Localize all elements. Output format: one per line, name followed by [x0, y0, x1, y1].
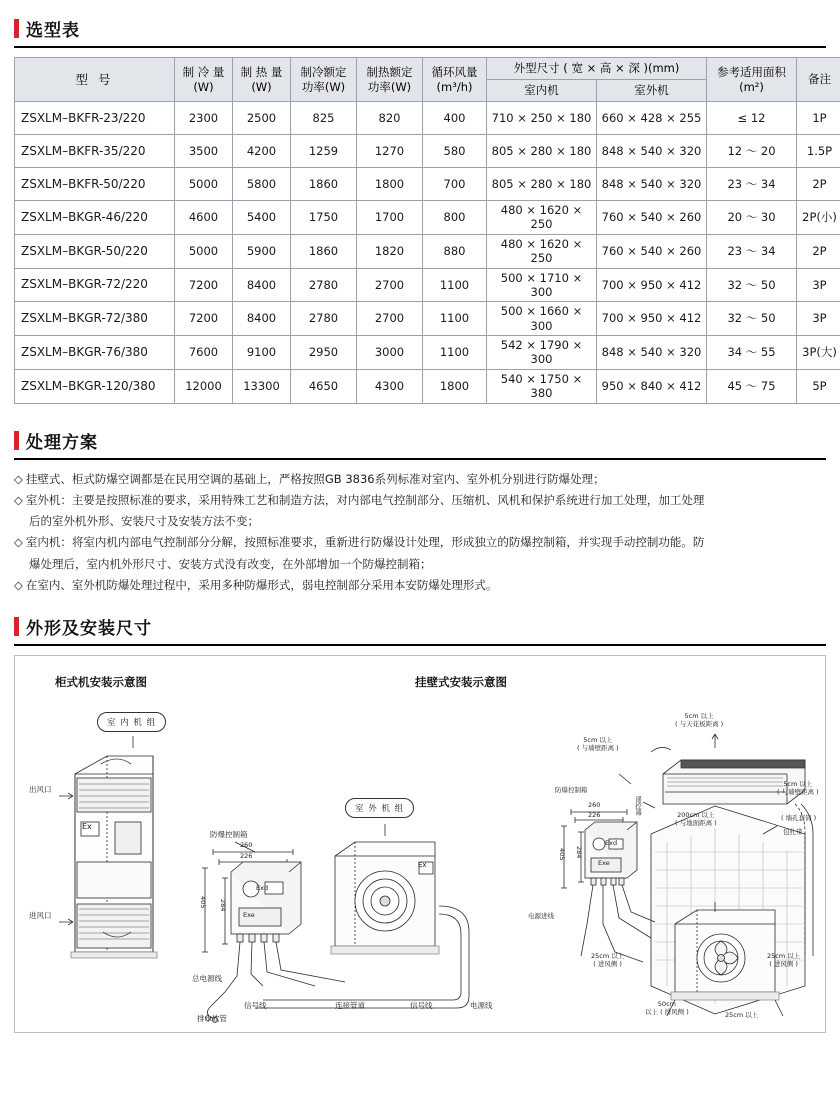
solution-item-text: 室外机：主要是按照标准的要求，采用特殊工艺和制造方法，对内部电气控制部分、压缩机、风机和保护系统进行加工处理，加工处理 — [25, 492, 705, 507]
cell-cooling-power: 1750 — [291, 201, 357, 235]
solution-item-continuation: 后的室外机外形、安装尺寸及安装方法不变； — [29, 514, 259, 529]
col-heating-power-label: 制热额定 — [366, 65, 413, 80]
cell-remark: 1.5P — [797, 135, 840, 168]
table-row — [15, 369, 840, 403]
pipe-label: 连接管道 — [335, 1001, 365, 1011]
cell-cooling: 3500 — [175, 135, 233, 168]
table-body — [15, 102, 840, 404]
cell-remark: 2P(小) — [797, 201, 840, 235]
cell-airflow: 700 — [423, 168, 487, 201]
wallmount-diagram-title: 挂壁式安装示意图 — [415, 675, 507, 690]
power-line-label: 电源线 — [470, 1001, 493, 1011]
inlet-left-label: 25cm 以上 ( 进风侧 ) — [591, 952, 625, 969]
dim-260-right: 260 — [588, 801, 601, 810]
dim-260-left: 260 — [240, 841, 253, 850]
cell-outdoor-dim: 760 × 540 × 260 — [597, 201, 707, 235]
table-header-row-1 — [15, 58, 840, 80]
cell-model: ZSXLM–BKFR-23/220 — [15, 102, 175, 135]
col-heating-power — [357, 58, 423, 102]
power-inlet-label: 电源进线 — [528, 912, 554, 921]
cell-heating: 8400 — [233, 302, 291, 336]
cell-area: 34 ～ 55 — [707, 336, 797, 370]
remote-controller-label: 遥控器 — [634, 796, 643, 816]
table-row — [15, 135, 840, 168]
drain-hose-label: 排水软管 — [197, 1014, 227, 1024]
cell-outdoor-dim: 700 × 950 × 412 — [597, 302, 707, 336]
cell-indoor-dim: 540 × 1750 × 380 — [487, 369, 597, 403]
exd-label-left: Exd — [256, 884, 269, 893]
cell-model: ZSXLM–BKGR-72/380 — [15, 302, 175, 336]
cell-outdoor-dim: 848 × 540 × 320 — [597, 168, 707, 201]
cell-heating: 8400 — [233, 268, 291, 302]
cell-airflow: 400 — [423, 102, 487, 135]
signal-line-label-1: 信号线 — [244, 1001, 267, 1011]
diamond-icon: ◇ — [14, 492, 23, 507]
cell-cooling: 7200 — [175, 268, 233, 302]
cell-heating-power: 2700 — [357, 302, 423, 336]
table-row — [15, 201, 840, 235]
cell-heating-power: 1270 — [357, 135, 423, 168]
col-cooling-power-unit: 功率(W) — [301, 79, 346, 94]
section-header-selection-table — [14, 16, 826, 48]
control-box-label-left: 防爆控制箱 — [210, 830, 248, 840]
solution-item — [14, 469, 826, 490]
control-box-label-right: 防爆控制箱 — [555, 786, 588, 795]
exe-label-left: Exe — [243, 911, 255, 920]
cell-outdoor-dim: 950 × 840 × 412 — [597, 369, 707, 403]
col-cooling-power — [291, 58, 357, 102]
solution-item — [14, 532, 826, 553]
col-dimension-outdoor: 室外机 — [597, 80, 707, 102]
solution-item — [14, 575, 826, 596]
specification-table — [14, 57, 840, 404]
cell-model: ZSXLM–BKFR-35/220 — [15, 135, 175, 168]
cell-indoor-dim: 710 × 250 × 180 — [487, 102, 597, 135]
cell-cooling-power: 1860 — [291, 234, 357, 268]
inlet-bottom-label: 25cm 以上 — [725, 1011, 759, 1020]
cell-model: ZSXLM–BKGR-120/380 — [15, 369, 175, 403]
table-row — [15, 302, 840, 336]
table-row — [15, 336, 840, 370]
col-cooling-capacity-unit: (W) — [193, 79, 214, 94]
outlet-bottom-label: 50cm 以上 ( 排风侧 ) — [645, 1000, 689, 1017]
cell-area: 23 ～ 34 — [707, 168, 797, 201]
solution-item — [14, 490, 826, 511]
diamond-icon: ◇ — [14, 471, 23, 486]
solution-item-text: 室内机：将室内机内部电气控制部分分解，按照标准要求，重新进行防爆设计处理，形成独立的防爆控制箱，并实现手动控制功能。防 — [25, 535, 705, 550]
air-outlet-label: 出风口 — [29, 785, 52, 795]
col-airflow-label: 循环风量 — [431, 65, 478, 80]
table-row — [15, 168, 840, 201]
cell-remark: 5P — [797, 369, 840, 403]
cell-outdoor-dim: 700 × 950 × 412 — [597, 268, 707, 302]
diamond-icon: ◇ — [14, 535, 23, 550]
installation-diagram-box — [14, 655, 826, 1033]
accent-bar — [14, 19, 19, 38]
signal-line-label-2: 信号线 — [410, 1001, 433, 1011]
section-header-solution — [14, 428, 826, 460]
wall-distance-left-label: 5cm 以上 ( 与墙壁距离 ) — [577, 736, 619, 753]
cell-indoor-dim: 805 × 280 × 180 — [487, 168, 597, 201]
cell-model: ZSXLM–BKGR-72/220 — [15, 268, 175, 302]
cell-cooling: 7200 — [175, 302, 233, 336]
cell-indoor-dim: 480 × 1620 × 250 — [487, 234, 597, 268]
cell-remark: 2P — [797, 168, 840, 201]
col-dimension: 外型尺寸 ( 宽 × 高 × 深 )(mm) — [487, 58, 707, 80]
cell-model: ZSXLM–BKGR-76/380 — [15, 336, 175, 370]
col-remark: 备注 — [797, 58, 840, 102]
cell-heating: 5900 — [233, 234, 291, 268]
dim-226-left: 226 — [240, 852, 253, 861]
cell-cooling: 7600 — [175, 336, 233, 370]
cell-cooling-power: 1860 — [291, 168, 357, 201]
diamond-icon: ◇ — [14, 577, 23, 592]
col-airflow — [423, 58, 487, 102]
cell-area: 32 ～ 50 — [707, 268, 797, 302]
cell-cooling-power: 2780 — [291, 268, 357, 302]
cell-model: ZSXLM–BKGR-50/220 — [15, 234, 175, 268]
cell-heating-power: 1700 — [357, 201, 423, 235]
table-row — [15, 234, 840, 268]
cell-heating: 4200 — [233, 135, 291, 168]
col-heating-capacity-unit: (W) — [251, 79, 272, 94]
cell-indoor-dim: 805 × 280 × 180 — [487, 135, 597, 168]
cell-airflow: 800 — [423, 201, 487, 235]
cell-cooling-power: 825 — [291, 102, 357, 135]
table-head — [15, 58, 840, 102]
cell-remark: 3P — [797, 268, 840, 302]
cell-indoor-dim: 500 × 1710 × 300 — [487, 268, 597, 302]
col-cooling-capacity — [175, 58, 233, 102]
cell-area: 12 ～ 20 — [707, 135, 797, 168]
cell-cooling-power: 2780 — [291, 302, 357, 336]
cell-area: 32 ～ 50 — [707, 302, 797, 336]
cell-heating-power: 3000 — [357, 336, 423, 370]
cell-heating-power: 2700 — [357, 268, 423, 302]
col-cooling-capacity-label: 制 冷 量 — [182, 65, 225, 80]
cell-area: ≤ 12 — [707, 102, 797, 135]
cell-cooling-power: 4650 — [291, 369, 357, 403]
solution-item-continuation: 爆处理后，室内机外形尺寸、安装方式没有改变，在外部增加一个防爆控制箱； — [29, 556, 432, 571]
cell-area: 45 ～ 75 — [707, 369, 797, 403]
cell-indoor-dim: 500 × 1660 × 300 — [487, 302, 597, 336]
col-heating-power-unit: 功率(W) — [367, 79, 412, 94]
cell-heating: 2500 — [233, 102, 291, 135]
cell-airflow: 880 — [423, 234, 487, 268]
accent-bar — [14, 431, 19, 450]
col-model: 型 号 — [15, 58, 175, 102]
cell-remark: 3P — [797, 302, 840, 336]
ex-mark-indoor: Ex — [82, 822, 92, 832]
col-cooling-power-label: 制冷额定 — [300, 65, 347, 80]
col-area-unit: (m²) — [739, 79, 764, 94]
col-area-label: 参考适用面积 — [717, 65, 786, 80]
cell-cooling: 5000 — [175, 234, 233, 268]
cell-area: 20 ～ 30 — [707, 201, 797, 235]
cell-heating-power: 4300 — [357, 369, 423, 403]
dimension-title: 外形及安装尺寸 — [26, 619, 152, 640]
cell-model: ZSXLM–BKFR-50/220 — [15, 168, 175, 201]
indoor-unit-callout: 室 内 机 组 — [97, 712, 166, 732]
solution-title: 处理方案 — [26, 432, 98, 453]
col-airflow-unit: (m³/h) — [436, 79, 473, 94]
cell-cooling: 4600 — [175, 201, 233, 235]
cell-cooling-power: 2950 — [291, 336, 357, 370]
cell-outdoor-dim: 848 × 540 × 320 — [597, 135, 707, 168]
tape-label: 包扎带 — [783, 828, 803, 837]
cell-outdoor-dim: 848 × 540 × 320 — [597, 336, 707, 370]
dim-405-left: 405 — [199, 896, 208, 909]
cell-airflow: 1800 — [423, 369, 487, 403]
solution-text — [14, 469, 826, 597]
col-dimension-indoor: 室内机 — [487, 80, 597, 102]
solution-item-text: 在室内、室外机防爆处理过程中，采用多种防爆形式，弱电控制部分采用本安防爆处理形式。 — [25, 577, 498, 592]
ceiling-distance-label: 5cm 以上 ( 与天花板距离 ) — [675, 712, 724, 729]
cell-heating: 13300 — [233, 369, 291, 403]
inlet-right-label: 25cm 以上 ( 进风侧 ) — [767, 952, 801, 969]
accent-bar — [14, 617, 19, 636]
cell-heating: 9100 — [233, 336, 291, 370]
cell-remark: 2P — [797, 234, 840, 268]
section-header-dimensions — [14, 614, 826, 646]
cell-outdoor-dim: 660 × 428 × 255 — [597, 102, 707, 135]
col-heating-capacity — [233, 58, 291, 102]
cell-heating: 5800 — [233, 168, 291, 201]
ground-distance-label: 200cm 以上 ( 与地面距离 ) — [675, 811, 717, 828]
table-row — [15, 268, 840, 302]
cell-heating: 5400 — [233, 201, 291, 235]
cell-remark: 3P(大) — [797, 336, 840, 370]
cell-cooling: 2300 — [175, 102, 233, 135]
solution-item-text: 挂壁式、柜式防爆空调都是在民用空调的基础上，严格按照GB 3836系列标准对室内、室外机分别进行防爆处理； — [25, 471, 605, 486]
cell-cooling: 5000 — [175, 168, 233, 201]
dim-284-right: 284 — [575, 846, 584, 859]
col-heating-capacity-label: 制 热 量 — [240, 65, 283, 80]
col-area — [707, 58, 797, 102]
wall-distance-right-label: 5cm 以上 ( 与墙壁距离 ) — [777, 780, 819, 797]
cell-heating-power: 1820 — [357, 234, 423, 268]
cell-airflow: 1100 — [423, 268, 487, 302]
dim-284-left: 284 — [219, 899, 228, 912]
cell-area: 23 ～ 34 — [707, 234, 797, 268]
cell-cooling: 12000 — [175, 369, 233, 403]
cell-heating-power: 1800 — [357, 168, 423, 201]
cell-airflow: 1100 — [423, 302, 487, 336]
page-title: 选型表 — [26, 21, 80, 41]
cabinet-diagram-title: 柜式机安装示意图 — [55, 675, 147, 690]
cell-heating-power: 820 — [357, 102, 423, 135]
table-row — [15, 102, 840, 135]
exd-label-right: Exd — [605, 839, 618, 848]
cell-remark: 1P — [797, 102, 840, 135]
dim-405-right: 405 — [558, 848, 567, 861]
cell-indoor-dim: 542 × 1790 × 300 — [487, 336, 597, 370]
cell-airflow: 580 — [423, 135, 487, 168]
cell-cooling-power: 1259 — [291, 135, 357, 168]
cell-airflow: 1100 — [423, 336, 487, 370]
exe-label-right: Exe — [598, 859, 610, 868]
air-inlet-label: 进风口 — [29, 911, 52, 921]
cell-indoor-dim: 480 × 1620 × 250 — [487, 201, 597, 235]
dim-226-right: 226 — [588, 811, 601, 820]
outdoor-unit-callout: 室 外 机 组 — [345, 798, 414, 818]
cell-outdoor-dim: 760 × 540 × 260 — [597, 234, 707, 268]
main-power-line-label: 总电源线 — [192, 974, 222, 984]
ex-mark-outdoor: Ex — [418, 861, 427, 870]
cell-model: ZSXLM–BKGR-46/220 — [15, 201, 175, 235]
pipe-sleeve-label: ( 墙孔套筒 ) — [781, 814, 817, 823]
